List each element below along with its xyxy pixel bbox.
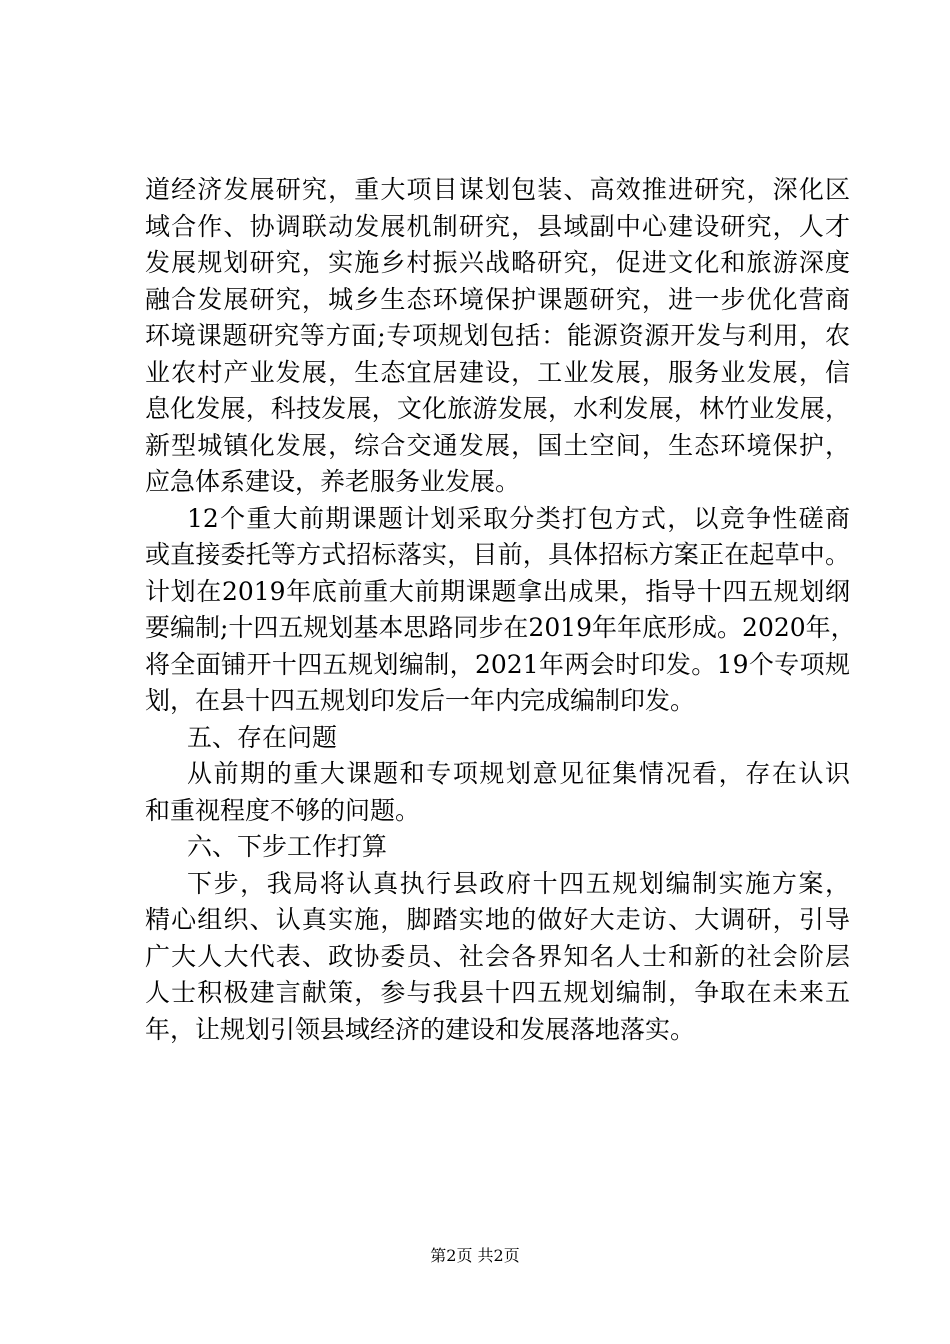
text-line: 六、下步工作打算 xyxy=(187,832,388,861)
text-line: 要编制;十四五规划基本思路同步在2019年年底形成。2020年， xyxy=(145,613,856,642)
text-line: 下步，我局将认真执行县政府十四五规划编制实施方案， xyxy=(187,868,850,898)
text-line: 或直接委托等方式招标落实，目前，具体招标方案正在起草中。 xyxy=(145,540,850,569)
page-footer: 第2页 共2页 xyxy=(430,1246,520,1265)
text-line: 发展规划研究，实施乡村振兴战略研究，促进文化和旅游深度 xyxy=(145,248,850,277)
text-line: 从前期的重大课题和专项规划意见征集情况看，存在认识 xyxy=(187,759,850,788)
text-line: 新型城镇化发展，综合交通发展，国土空间，生态环境保护， xyxy=(145,430,850,460)
text-line: 划，在县十四五规划印发后一年内完成编制印发。 xyxy=(145,686,696,715)
text-line: 人士积极建言献策，参与我县十四五规划编制，争取在未来五 xyxy=(145,978,850,1007)
text-line: 域合作、协调联动发展机制研究，县域副中心建设研究，人才 xyxy=(145,211,850,241)
document-body xyxy=(145,172,856,1048)
text-line: 将全面铺开十四五规划编制，2021年两会时印发。19个专项规 xyxy=(145,649,850,679)
text-line: 道经济发展研究，重大项目谋划包装、高效推进研究，深化区 xyxy=(145,175,850,204)
text-line: 广大人大代表、政协委员、社会各界知名人士和新的社会阶层 xyxy=(145,941,850,971)
text-line: 计划在2019年底前重大前期课题拿出成果，指导十四五规划纲 xyxy=(145,576,850,606)
text-line: 息化发展，科技发展，文化旅游发展，水利发展，林竹业发展， xyxy=(145,394,850,423)
text-line: 业农村产业发展，生态宜居建设，工业发展，服务业发展，信 xyxy=(145,357,850,387)
text-line: 精心组织、认真实施，脚踏实地的做好大走访、大调研，引导 xyxy=(145,905,850,934)
text-line: 融合发展研究，城乡生态环境保护课题研究，进一步优化营商 xyxy=(145,284,850,314)
text-line: 和重视程度不够的问题。 xyxy=(145,795,421,825)
text-line: 五、存在问题 xyxy=(187,722,338,752)
text-line: 12个重大前期课题计划采取分类打包方式，以竞争性磋商 xyxy=(187,503,850,533)
text-line: 应急体系建设，养老服务业发展。 xyxy=(145,467,521,496)
text-line: 年，让规划引领县域经济的建设和发展落地落实。 xyxy=(145,1014,696,1044)
text-line: 环境课题研究等方面;专项规划包括：能源资源开发与利用，农 xyxy=(145,321,850,350)
